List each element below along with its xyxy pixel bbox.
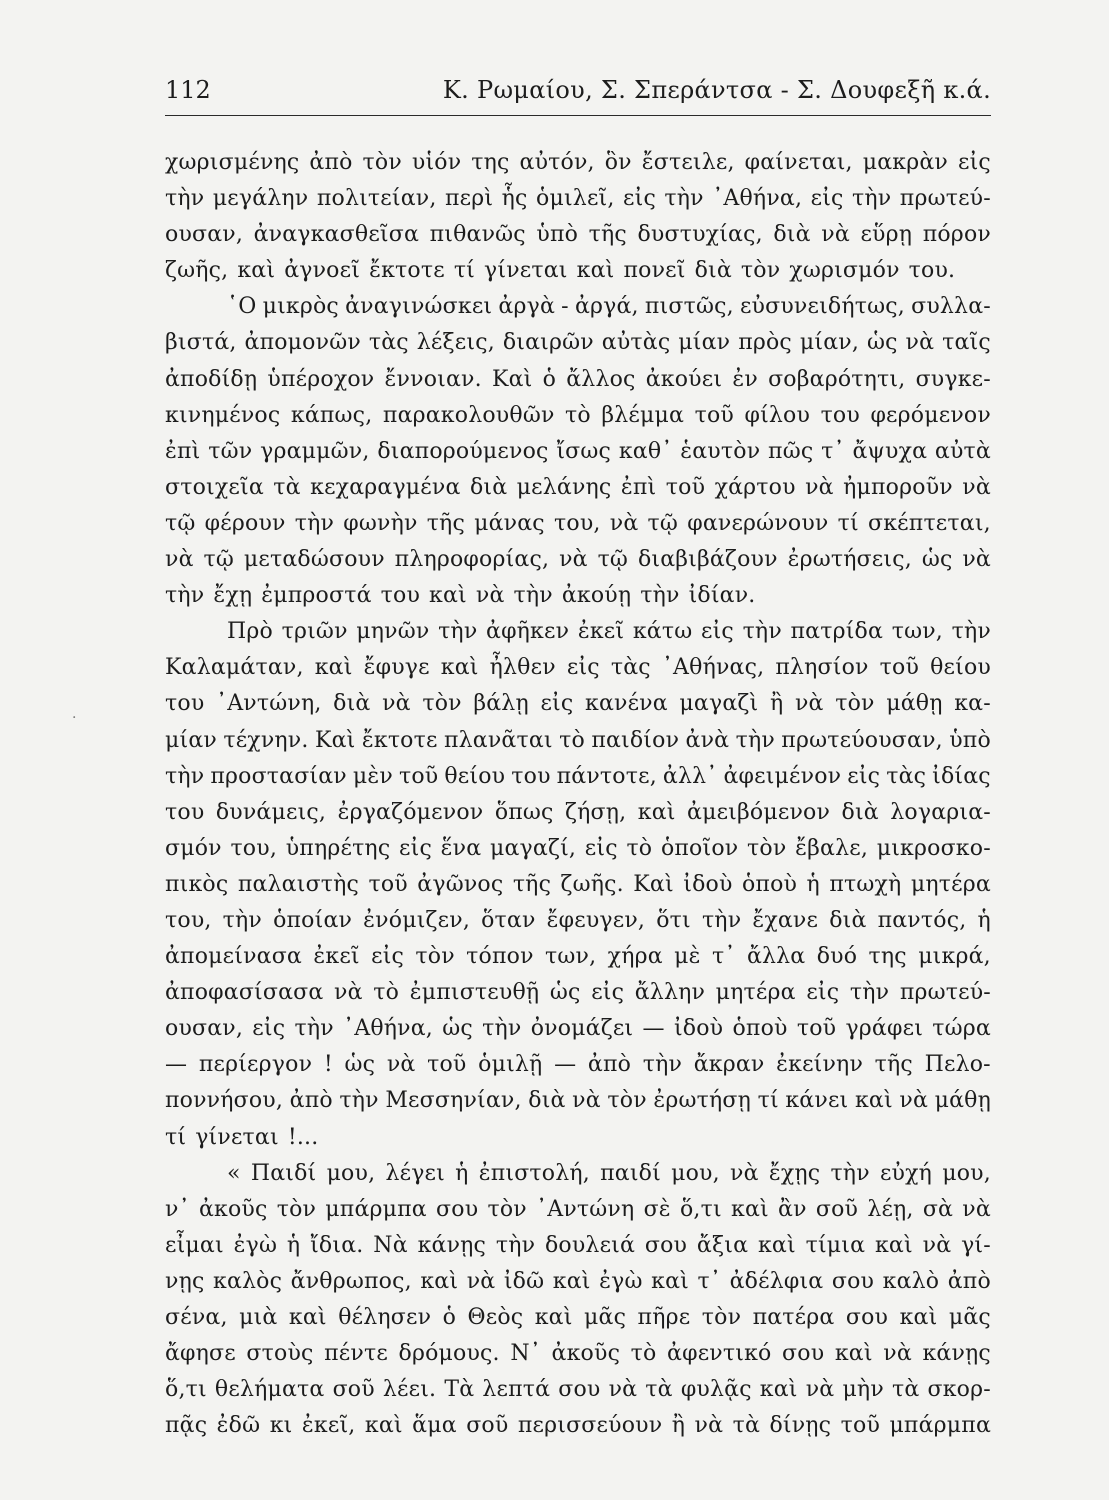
margin-mark: · (72, 710, 77, 726)
text-line: ῾Ο μικρὸς ἀναγινώσκει ἀργὰ - ἀργά, πιστῶς, εὐσυνειδήτως, συλλα- (227, 294, 991, 320)
text-line: ὅ,τι θελήματα σοῦ λέει. Τὰ λεπτά σου νὰ τὰ φυλᾷς καὶ νὰ μὴν τὰ σκορ- (165, 1377, 991, 1403)
text-line: ν᾿ ἀκοῦς τὸν μπάρμπα σου τὸν ᾿Αντώνη σὲ ὅ,τι καὶ ἂν σοῦ λέῃ, σὰ νὰ (165, 1196, 991, 1222)
page-number: 112 (165, 76, 211, 104)
text-line: τὴν προστασίαν μὲν τοῦ θείου του πάντοτε, ἀλλ᾿ ἀφειμένον εἰς τὰς ἰδίας (165, 763, 991, 789)
text-line: νὰ τῷ μεταδώσουν πληροφορίας, νὰ τῷ διαβιβάζουν ἐρωτήσεις, ὡς νὰ (165, 547, 991, 573)
text-line: βιστά, ἀπομονῶν τὰς λέξεις, διαιρῶν αὐτὰς μίαν πρὸς μίαν, ὡς νὰ ταῖς (165, 330, 991, 356)
text-line: ἀπομείνασα ἐκεῖ εἰς τὸν τόπον των, χήρα μὲ τ᾿ ἄλλα δυό της μικρά, (165, 944, 991, 970)
text-line: ζωῆς, καὶ ἀγνοεῖ ἔκτοτε τί γίνεται καὶ πονεῖ διὰ τὸν χωρισμόν του. (165, 258, 956, 284)
text-line: χωρισμένης ἀπὸ τὸν υἱόν της αὐτόν, ὃν ἔστειλε, φαίνεται, μακρὰν εἰς (165, 150, 991, 175)
text-line: στοιχεῖα τὰ κεχαραγμένα διὰ μελάνης ἐπὶ τοῦ χάρτου νὰ ἠμποροῦν νὰ (165, 474, 991, 500)
text-line: τὴν μεγάλην πολιτείαν, περὶ ἧς ὁμιλεῖ, εἰς τὴν ᾿Αθήνα, εἰς τὴν πρωτεύ- (165, 186, 991, 212)
text-line: πικὸς παλαιστὴς τοῦ ἀγῶνος τῆς ζωῆς. Καὶ ἰδοὺ ὁποὺ ἡ πτωχὴ μητέρα (165, 871, 991, 897)
text-line: τὴν ἔχῃ ἐμπροστά του καὶ νὰ τὴν ἀκούῃ τὴν ἰδίαν. (165, 583, 756, 609)
body-text (165, 145, 991, 1444)
text-line: ουσαν, εἰς τὴν ᾿Αθήνα, ὡς τὴν ὀνομάζει — ἰδοὺ ὁποὺ τοῦ γράφει τώρα (165, 1016, 991, 1042)
text-line: εἶμαι ἐγὼ ἡ ἴδια. Νὰ κάνῃς τὴν δουλειά σου ἄξια καὶ τίμια καὶ νὰ γί- (165, 1232, 991, 1258)
text-line: ἀποφασίσασα νὰ τὸ ἐμπιστευθῇ ὡς εἰς ἄλλην μητέρα εἰς τὴν πρωτεύ- (165, 980, 991, 1006)
text-line: « Παιδί μου, λέγει ἡ ἐπιστολή, παιδί μου, νὰ ἔχῃς τὴν εὐχή μου, (227, 1160, 991, 1186)
header-rule (165, 115, 991, 116)
text-line: τί γίνεται !... (165, 1124, 319, 1150)
text-line: Πρὸ τριῶν μηνῶν τὴν ἀφῆκεν ἐκεῖ κάτω εἰς τὴν πατρίδα των, τὴν (227, 619, 991, 645)
text-line: του ᾿Αντώνη, διὰ νὰ τὸν βάλῃ εἰς κανένα μαγαζὶ ἢ νὰ τὸν μάθῃ κα- (165, 691, 991, 717)
text-line: σμόν του, ὑπηρέτης εἰς ἕνα μαγαζί, εἰς τὸ ὁποῖον τὸν ἔβαλε, μικροσκο- (165, 835, 991, 861)
text-line: μίαν τέχνην. Καὶ ἔκτοτε πλανᾶται τὸ παιδίον ἀνὰ τὴν πρωτεύουσαν, ὑπὸ (165, 727, 991, 753)
text-line: σένα, μιὰ καὶ θέλησεν ὁ Θεὸς καὶ μᾶς πῆρε τὸν πατέρα σου καὶ μᾶς (165, 1305, 991, 1330)
running-title: Κ. Ρωμαίου, Σ. Σπεράντσα - Σ. Δουφεξῆ κ.ά. (442, 76, 991, 104)
text-line: — περίεργον ! ὡς νὰ τοῦ ὁμιλῇ — ἀπὸ τὴν ἄκραν ἐκείνην τῆς Πελο- (165, 1052, 991, 1078)
text-line: του, τὴν ὁποίαν ἐνόμιζεν, ὅταν ἔφευγεν, ὅτι τὴν ἔχανε διὰ παντός, ἡ (165, 907, 991, 933)
text-line: κινημένος κάπως, παρακολουθῶν τὸ βλέμμα τοῦ φίλου του φερόμενον (165, 402, 991, 428)
text-line: ἐπὶ τῶν γραμμῶν, διαπορούμενος ἴσως καθ᾿ ἑαυτὸν πῶς τ᾿ ἄψυχα αὐτὰ (165, 438, 991, 464)
text-line: ποννήσου, ἀπὸ τὴν Μεσσηνίαν, διὰ νὰ τὸν ἐρωτήσῃ τί κάνει καὶ νὰ μάθῃ (165, 1088, 991, 1114)
text-line: νῃς καλὸς ἄνθρωπος, καὶ νὰ ἰδῶ καὶ ἐγὼ καὶ τ᾿ ἀδέλφια σου καλὸ ἀπὸ (165, 1268, 991, 1294)
text-line: ουσαν, ἀναγκασθεῖσα πιθανῶς ὑπὸ τῆς δυστυχίας, διὰ νὰ εὕρῃ πόρον (165, 222, 991, 248)
text-line: πᾷς ἐδῶ κι ἐκεῖ, καὶ ἅμα σοῦ περισσεύουν ἢ νὰ τὰ δίνῃς τοῦ μπάρμπα (165, 1413, 991, 1439)
text-line: ἀποδίδῃ ὑπέροχον ἔννοιαν. Καὶ ὁ ἄλλος ἀκούει ἐν σοβαρότητι, συγκε- (165, 366, 991, 392)
text-line: ἄφησε στοὺς πέντε δρόμους. Ν᾿ ἀκοῦς τὸ ἀφεντικό σου καὶ νὰ κάνῃς (165, 1341, 991, 1367)
text-line: του δυνάμεις, ἐργαζόμενον ὅπως ζήσῃ, καὶ ἀμειβόμενον διὰ λογαρια- (165, 799, 991, 825)
text-line: Καλαμάταν, καὶ ἔφυγε καὶ ἦλθεν εἰς τὰς ᾿Αθήνας, πλησίον τοῦ θείου (165, 655, 991, 681)
running-head (165, 72, 991, 108)
text-line: τῷ φέρουν τὴν φωνὴν τῆς μάνας του, νὰ τῷ φανερώνουν τί σκέπτεται, (165, 510, 991, 536)
